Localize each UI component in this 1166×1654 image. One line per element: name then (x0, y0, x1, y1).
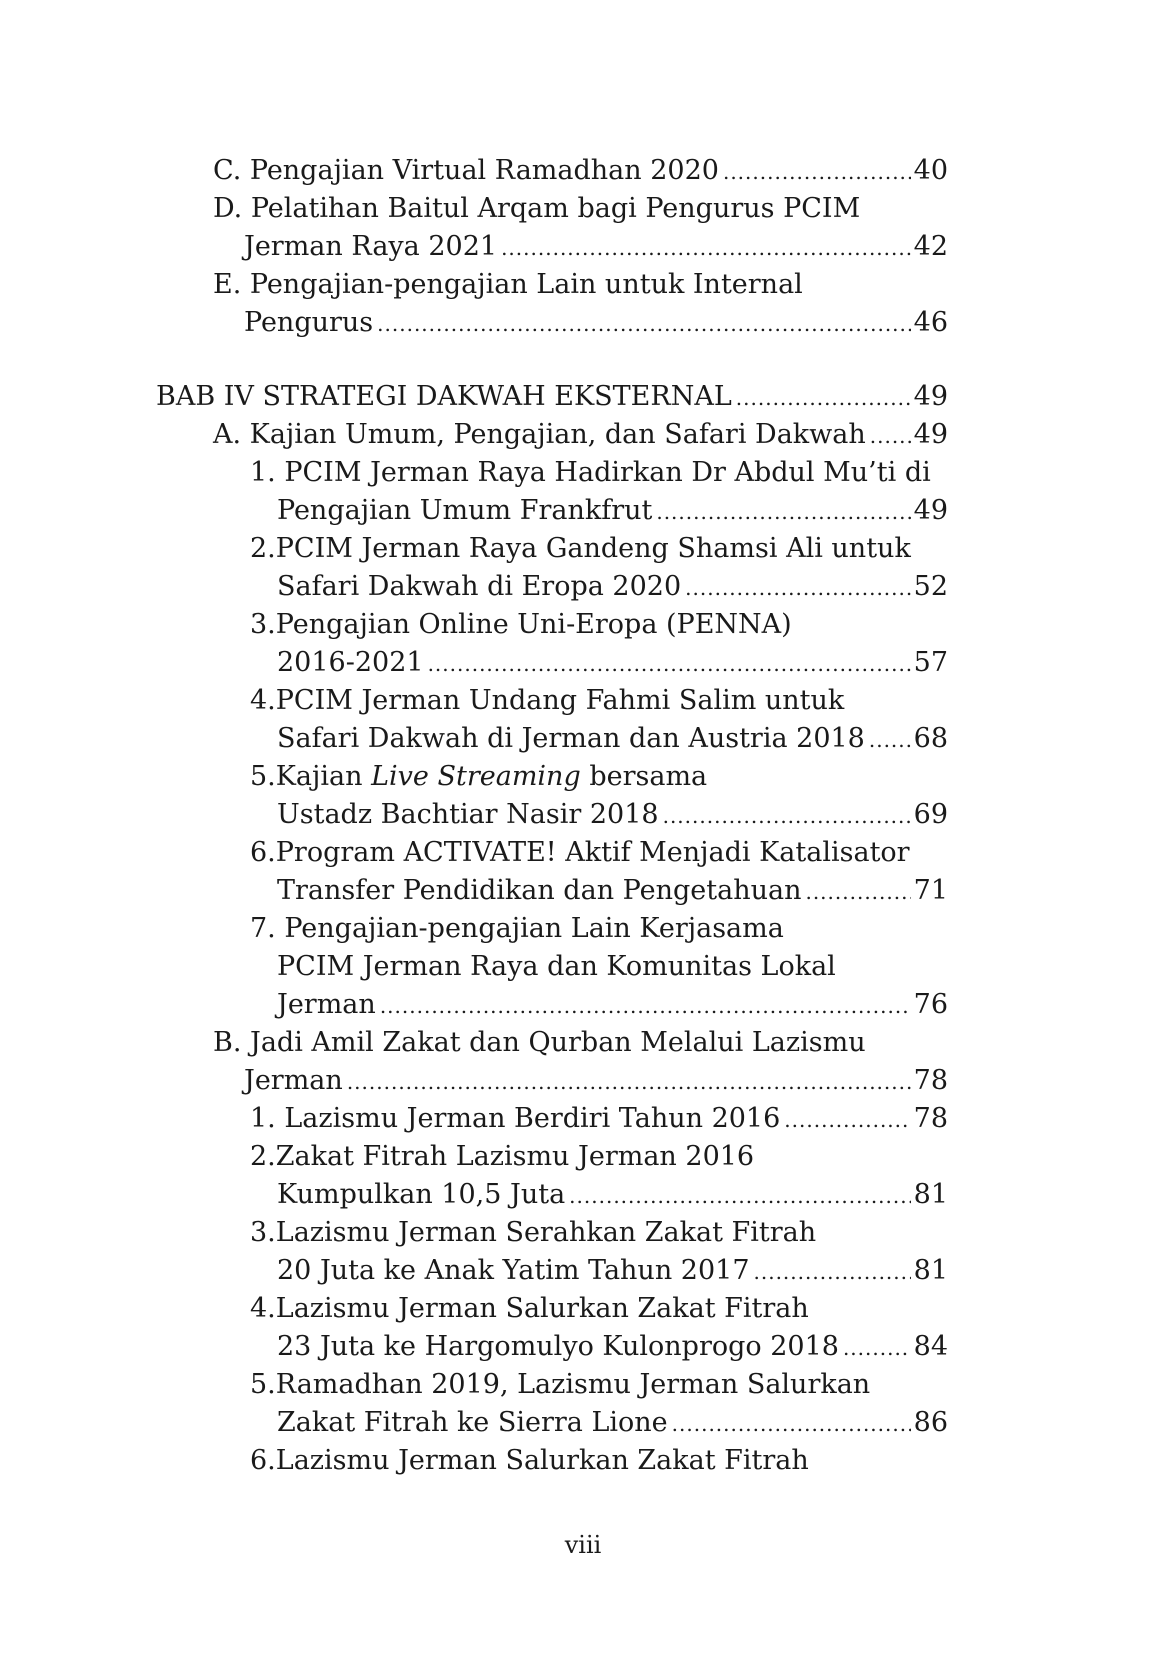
toc-entry[interactable] (0, 1100, 948, 1138)
toc-entry[interactable] (0, 1404, 948, 1442)
toc-page-number: 52 (913, 571, 948, 602)
toc-entry-title-emphasis: Live Streaming (371, 761, 581, 792)
toc-entry-title: Ustadz Bachtiar Nasir 2018 (277, 799, 659, 830)
toc-page-number: 49 (913, 381, 948, 412)
toc-entry-title: 20 Juta ke Anak Yatim Tahun 2017 (277, 1255, 750, 1286)
dot-leader (428, 645, 911, 683)
page-number: viii (564, 1531, 602, 1559)
toc-page-number: 76 (913, 989, 948, 1020)
toc-entry[interactable] (0, 834, 1166, 872)
toc-entry[interactable] (0, 378, 948, 416)
toc-entry-title: 5.Ramadhan 2019, Lazismu Jerman Salurkan (250, 1369, 871, 1400)
dot-leader (377, 305, 910, 343)
toc-entry[interactable] (0, 948, 1166, 986)
toc-entry-title: D. Pelatihan Baitul Arqam bagi Pengurus PCIM (213, 193, 861, 224)
toc-entry-title: Jerman Raya 2021 (244, 231, 498, 262)
toc-entry-title: Safari Dakwah di Eropa 2020 (277, 571, 682, 602)
toc-entry-title (250, 758, 707, 796)
toc-entry-title: 1. PCIM Jerman Raya Hadirkan Dr Abdul Mu’ti di (250, 457, 931, 488)
toc-entry[interactable] (0, 1214, 1166, 1252)
toc-entry[interactable] (0, 720, 948, 758)
toc-entry-title: Pengurus (244, 307, 374, 338)
dot-leader (723, 153, 911, 191)
toc-entry[interactable] (0, 1290, 1166, 1328)
dot-leader (501, 229, 911, 267)
toc-entry[interactable] (0, 190, 1166, 228)
toc-entry[interactable] (0, 606, 1166, 644)
toc-page-number: 81 (913, 1255, 948, 1286)
dot-leader (843, 1329, 911, 1367)
dot-leader (347, 1063, 911, 1101)
toc-entry-title: 3.Pengajian Online Uni-Eropa (PENNA) (250, 609, 792, 640)
toc-entry[interactable] (0, 1024, 1166, 1062)
dot-leader (805, 873, 910, 911)
toc-entry-title: 6.Lazismu Jerman Salurkan Zakat Fitrah (250, 1445, 809, 1476)
toc-entry-title: 6.Program ACTIVATE! Aktif Menjadi Katalisator (250, 837, 910, 868)
dot-leader (663, 797, 911, 835)
toc-page-number: 78 (913, 1103, 948, 1134)
toc-page-number: 71 (913, 875, 948, 906)
toc-entry-title: C. Pengajian Virtual Ramadhan 2020 (213, 155, 719, 186)
toc-entry[interactable] (0, 304, 948, 342)
toc-page-number: 49 (913, 495, 948, 526)
toc-page-number: 69 (913, 799, 948, 830)
toc-entry[interactable] (0, 986, 948, 1024)
toc-page-number: 68 (913, 723, 948, 754)
toc-entry-title: 2.PCIM Jerman Raya Gandeng Shamsi Ali untuk (250, 533, 911, 564)
toc-entry[interactable] (0, 228, 948, 266)
toc-entry[interactable] (0, 1062, 948, 1100)
toc-entry[interactable] (0, 644, 948, 682)
toc-entry[interactable] (0, 682, 1166, 720)
toc-entry[interactable] (0, 454, 1166, 492)
toc-entry-title: Jerman (277, 989, 376, 1020)
toc-entry-title: 4.Lazismu Jerman Salurkan Zakat Fitrah (250, 1293, 809, 1324)
toc-entry-title: 2016-2021 (277, 647, 424, 678)
toc-entry-title: PCIM Jerman Raya dan Komunitas Lokal (277, 951, 836, 982)
toc-page-number: 81 (913, 1179, 948, 1210)
toc-entry[interactable] (0, 568, 948, 606)
toc-entry-title: Transfer Pendidikan dan Pengetahuan (277, 875, 802, 906)
toc-page-number: 84 (913, 1331, 948, 1362)
dot-leader (569, 1177, 910, 1215)
toc-entry[interactable] (0, 910, 1166, 948)
toc-entry-title-part: 5.Kajian (250, 761, 372, 792)
toc-entry[interactable] (0, 758, 1166, 796)
dot-leader (870, 417, 911, 455)
dot-leader (380, 987, 911, 1025)
dot-leader (784, 1101, 910, 1139)
toc-entry[interactable] (0, 492, 948, 530)
table-of-contents (0, 152, 1166, 1480)
toc-entry-title: A. Kajian Umum, Pengajian, dan Safari Dakwah (213, 419, 866, 450)
dot-leader (672, 1405, 911, 1443)
toc-page-number: 42 (913, 231, 948, 262)
section-gap (0, 342, 1166, 378)
toc-entry-title: 4.PCIM Jerman Undang Fahmi Salim untuk (250, 685, 845, 716)
dot-leader (754, 1253, 911, 1291)
toc-entry-title: 23 Juta ke Hargomulyo Kulonprogo 2018 (277, 1331, 839, 1362)
toc-entry[interactable] (0, 1328, 948, 1366)
toc-entry-title: BAB IV STRATEGI DAKWAH EKSTERNAL (156, 381, 732, 412)
toc-entry[interactable] (0, 1138, 1166, 1176)
toc-entry[interactable] (0, 872, 948, 910)
toc-page-number: 78 (913, 1065, 948, 1096)
toc-entry-title: E. Pengajian-pengajian Lain untuk Internal (213, 269, 803, 300)
dot-leader (736, 379, 911, 417)
toc-entry-title: Kumpulkan 10,5 Juta (277, 1179, 566, 1210)
toc-entry[interactable] (0, 1366, 1166, 1404)
toc-entry[interactable] (0, 1176, 948, 1214)
toc-entry[interactable] (0, 530, 1166, 568)
toc-entry-title: 7. Pengajian-pengajian Lain Kerjasama (250, 913, 784, 944)
dot-leader (685, 569, 910, 607)
toc-entry[interactable] (0, 416, 948, 454)
toc-page-number: 46 (913, 307, 948, 338)
toc-entry[interactable] (0, 796, 948, 834)
toc-page-number: 40 (913, 155, 948, 186)
toc-entry[interactable] (0, 266, 1166, 304)
toc-entry-title: Jerman (244, 1065, 343, 1096)
toc-entry-title: Pengajian Umum Frankfrut (277, 495, 653, 526)
toc-entry-title: 3.Lazismu Jerman Serahkan Zakat Fitrah (250, 1217, 817, 1248)
toc-entry[interactable] (0, 1442, 1166, 1480)
toc-entry-title-part: bersama (580, 761, 708, 792)
toc-entry-title: Safari Dakwah di Jerman dan Austria 2018 (277, 723, 865, 754)
toc-entry-title: 1. Lazismu Jerman Berdiri Tahun 2016 (250, 1103, 781, 1134)
dot-leader (869, 721, 911, 759)
toc-entry[interactable] (0, 152, 948, 190)
dot-leader (656, 493, 910, 531)
toc-entry[interactable] (0, 1252, 948, 1290)
toc-entry-title: 2.Zakat Fitrah Lazismu Jerman 2016 (250, 1141, 755, 1172)
toc-entry-title: Zakat Fitrah ke Sierra Lione (277, 1407, 668, 1438)
toc-entry-title: B. Jadi Amil Zakat dan Qurban Melalui Lazismu (213, 1027, 866, 1058)
toc-page-number: 49 (913, 419, 948, 450)
toc-page-number: 86 (913, 1407, 948, 1438)
toc-page-number: 57 (913, 647, 948, 678)
